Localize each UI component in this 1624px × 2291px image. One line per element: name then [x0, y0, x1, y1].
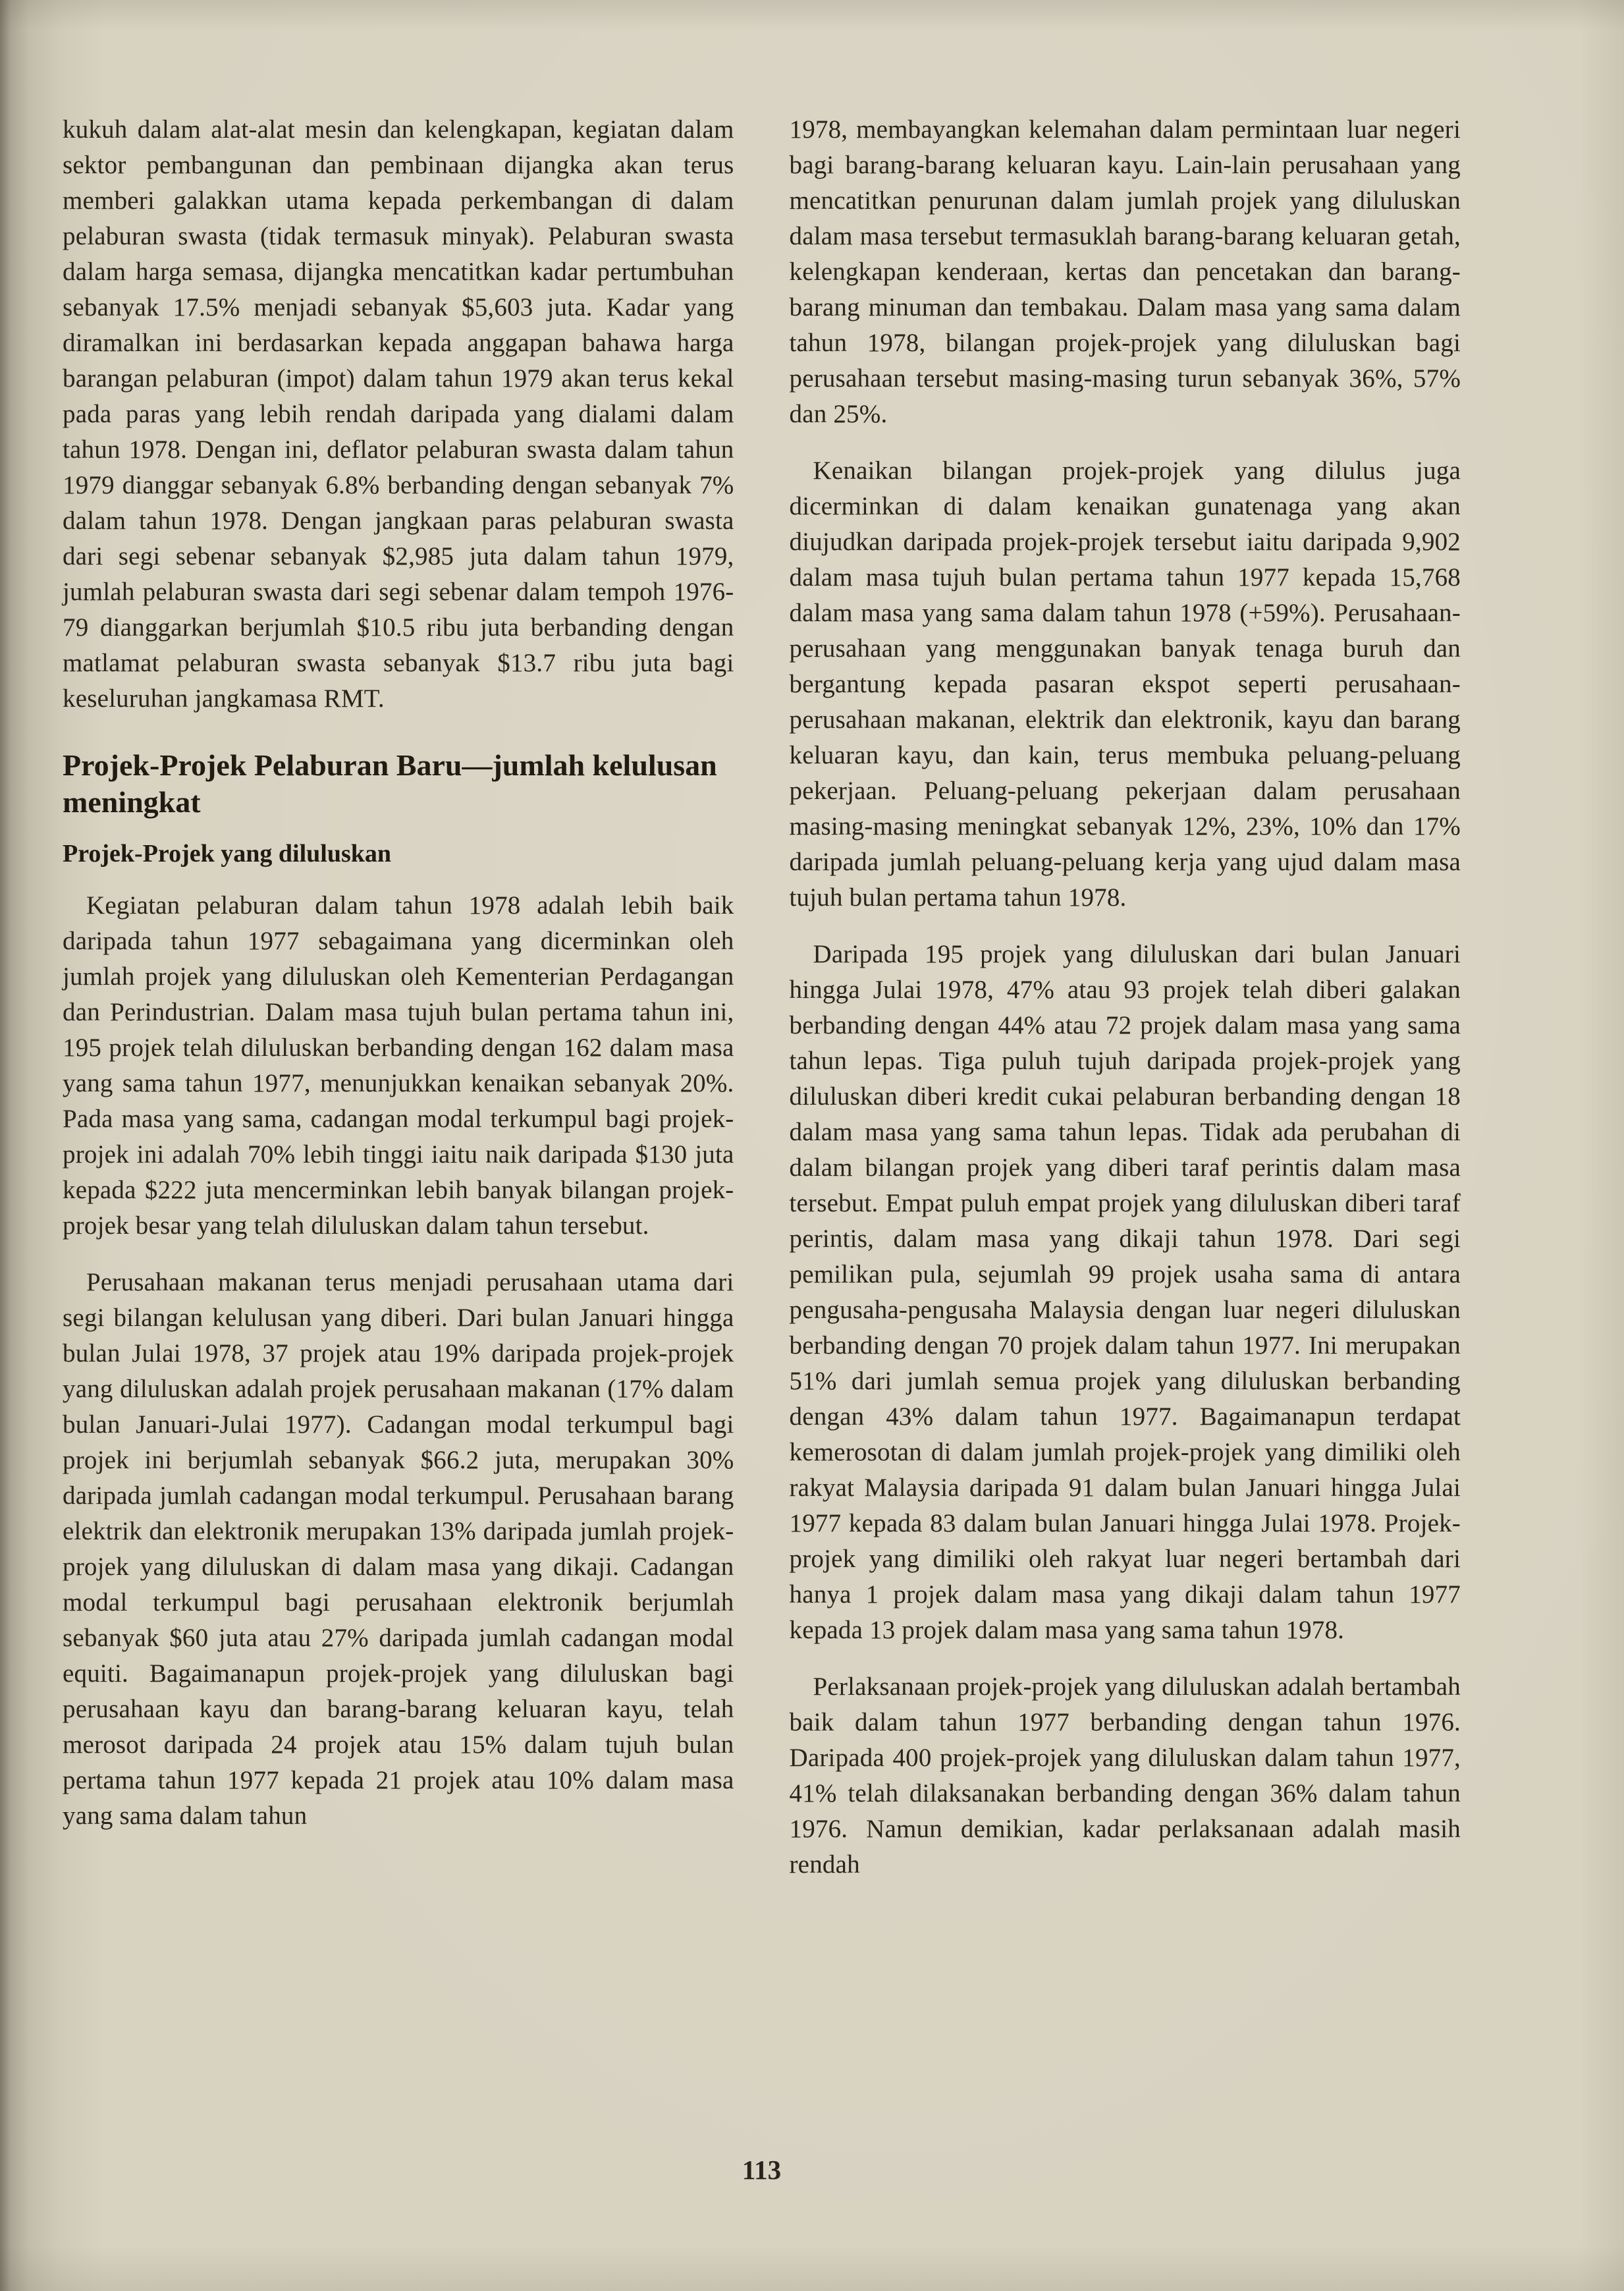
subsection-heading: Projek-Projek yang diluluskan	[63, 840, 392, 868]
page-number: 113	[742, 2155, 782, 2185]
left-column	[63, 112, 734, 1904]
right-paragraph-2: Kenaikan bilangan projek-projek yang dilulus juga dicerminkan di dalam kenaikan gunatenaga yang akan diujudkan daripada projek-projek tersebut iaitu daripada 9,902 dalam masa tujuh bulan pertama tahun 1977 kepada 15,768 dalam masa yang sama dalam tahun 1978 (+59%). Perusahaan-perusahaan yang menggunakan banyak tenaga buruh dan bergantung kepada pasaran ekspot seperti perusahaan-perusahaan makanan, elektrik dan elektronik, kayu dan barang keluaran kayu, dan kain, terus membuka peluang-peluang pekerjaan. Peluang-peluang pekerjaan dalam perusahaan masing-masing meningkat sebanyak 12%, 23%, 10% dan 17% daripada jumlah peluang-peluang kerja yang ujud dalam masa tujuh bulan pertama tahun 1978.	[789, 456, 1461, 912]
left-continuation-paragraph: kukuh dalam alat-alat mesin dan kelengkapan, kegiatan dalam sektor pembangunan dan pembinaan dijangka akan terus memberi galakkan utama kepada perkembangan di dalam pelaburan swasta (tidak termasuk minyak). Pelaburan swasta dalam harga semasa, dijangka mencatitkan kadar pertumbuhan sebanyak 17.5% menjadi sebanyak $5,603 juta. Kadar yang diramalkan ini berdasarkan kepada anggapan bahawa harga barangan pelaburan (impot) dalam tahun 1979 akan terus kekal pada paras yang lebih rendah daripada yang dialami dalam tahun 1978. Dengan ini, deflator pelaburan swasta dalam tahun 1979 dianggar sebanyak 6.8% berbanding dengan sebanyak 7% dalam tahun 1978. Dengan jangkaan paras pelaburan swasta dari segi sebenar sebanyak $2,985 juta dalam tahun 1979, jumlah pelaburan swasta dari segi sebenar dalam tempoh 1976-79 dianggarkan berjumlah $10.5 ribu juta berbanding dengan matlamat pelaburan swasta sebanyak $13.7 ribu juta bagi keseluruhan jangkamasa RMT.	[63, 115, 734, 713]
page-body	[63, 112, 1461, 1904]
right-paragraph-3: Daripada 195 projek yang diluluskan dari bulan Januari hingga Julai 1978, 47% atau 93 projek telah diberi galakan berbanding dengan 44% atau 72 projek dalam masa yang sama tahun lepas. Tiga puluh tujuh daripada projek-projek yang diluluskan diberi kredit cukai pelaburan berbanding dengan 18 dalam masa yang sama tahun lepas. Tidak ada perubahan di dalam bilangan projek yang diberi taraf perintis dalam masa tersebut. Empat puluh empat projek yang diluluskan diberi taraf perintis, dalam masa yang dikaji tahun 1978. Dari segi pemilikan pula, sejumlah 99 projek usaha sama di antara pengusaha-pengusaha Malaysia dengan luar negeri diluluskan berbanding dengan 70 projek dalam tahun 1977. Ini merupakan 51% dari jumlah semua projek yang diluluskan berbanding dengan 43% dalam tahun 1977. Bagaimanapun terdapat kemerosotan di dalam jumlah projek-projek yang dimiliki oleh rakyat Malaysia daripada 91 dalam bulan Januari hingga Julai 1977 kepada 83 dalam bulan Januari hingga Julai 1978. Projek-projek yang dimiliki oleh rakyat luar negeri bertambah dari hanya 1 projek dalam masa yang dikaji dalam tahun 1977 kepada 13 projek dalam masa yang sama tahun 1978.	[789, 940, 1461, 1644]
right-paragraph-4: Perlaksanaan projek-projek yang diluluskan adalah bertambah baik dalam tahun 1977 berbanding dengan tahun 1976. Daripada 400 projek-projek yang diluluskan dalam tahun 1977, 41% telah dilaksanakan berbanding dengan 36% dalam tahun 1976. Namun demikian, kadar perlaksanaan adalah masih rendah	[789, 1672, 1461, 1879]
right-continuation-paragraph: 1978, membayangkan kelemahan dalam permintaan luar negeri bagi barang-barang keluaran kayu. Lain-lain perusahaan yang mencatitkan penurunan dalam jumlah projek yang diluluskan dalam masa tersebut termasuklah barang-barang keluaran getah, kelengkapan kenderaan, kertas dan pencetakan dan barang-barang minuman dan tembakau. Dalam masa yang sama dalam tahun 1978, bilangan projek-projek yang diluluskan bagi perusahaan tersebut masing-masing turun sebanyak 36%, 57% dan 25%.	[789, 115, 1461, 428]
left-paragraph-3: Perusahaan makanan terus menjadi perusahaan utama dari segi bilangan kelulusan yang diberi. Dari bulan Januari hingga bulan Julai 1978, 37 projek atau 19% daripada projek-projek yang diluluskan adalah projek perusahaan makanan (17% dalam bulan Januari-Julai 1977). Cadangan modal terkumpul bagi projek ini berjumlah sebanyak $66.2 juta, merupakan 30% daripada jumlah cadangan modal terkumpul. Perusahaan barang elektrik dan elektronik merupakan 13% daripada jumlah projek-projek yang diluluskan di dalam masa yang dikaji. Cadangan modal terkumpul bagi perusahaan elektronik berjumlah sebanyak $60 juta atau 27% daripada jumlah cadangan modal equiti. Bagaimanapun projek-projek yang diluluskan bagi perusahaan kayu dan barang-barang keluaran kayu, telah merosot daripada 24 projek atau 15% dalam tujuh bulan pertama tahun 1977 kepada 21 projek atau 10% dalam masa yang sama dalam tahun	[63, 1268, 734, 1830]
section-heading: Projek-Projek Pelaburan Baru—jumlah kelulusan meningkat	[63, 748, 717, 819]
left-paragraph-2: Kegiatan pelaburan dalam tahun 1978 adalah lebih baik daripada tahun 1977 sebagaimana yang dicerminkan oleh jumlah projek yang diluluskan oleh Kementerian Perdagangan dan Perindustrian. Dalam masa tujuh bulan pertama tahun ini, 195 projek telah diluluskan berbanding dengan 162 dalam masa yang sama tahun 1977, menunjukkan kenaikan sebanyak 20%. Pada masa yang sama, cadangan modal terkumpul bagi projek-projek ini adalah 70% lebih tinggi iaitu naik daripada $130 juta kepada $222 juta mencerminkan lebih banyak bilangan projek-projek besar yang telah diluluskan dalam tahun tersebut.	[63, 891, 734, 1240]
right-column	[790, 112, 1461, 1904]
